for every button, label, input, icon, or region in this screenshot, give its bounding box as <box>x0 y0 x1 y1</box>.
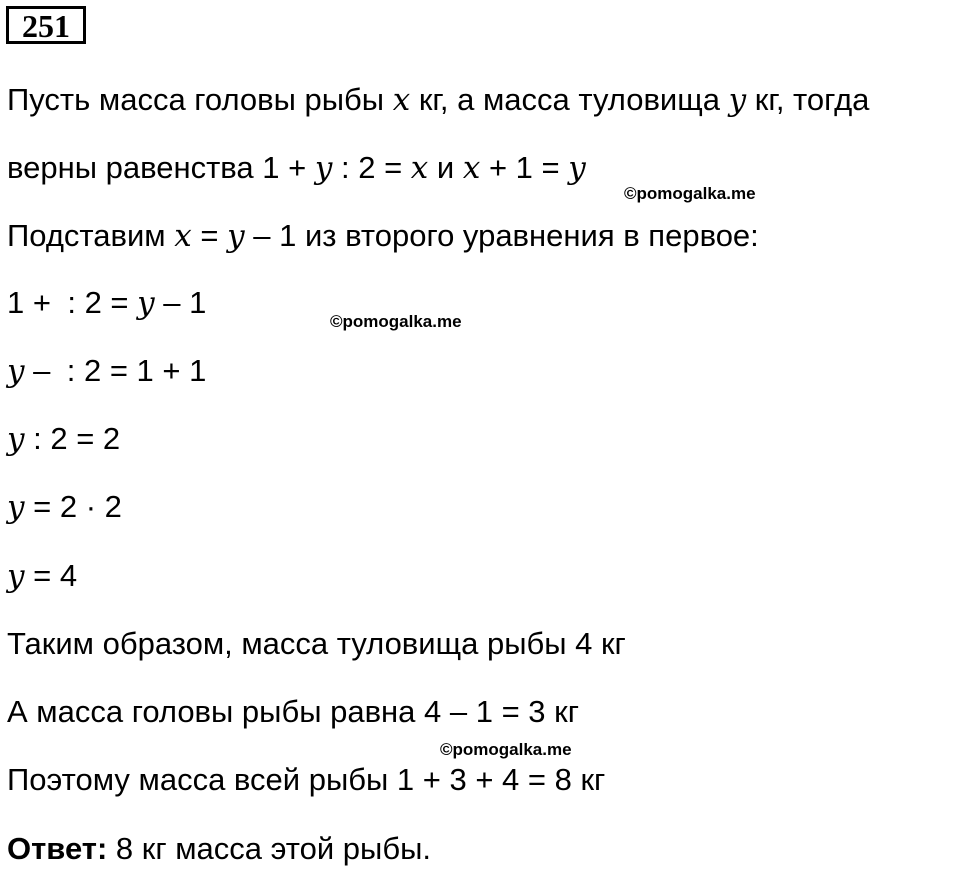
variable-y: y <box>568 150 586 186</box>
task-number-box <box>6 6 86 44</box>
solution-line-8: y = 4 <box>7 558 78 594</box>
variable-y: y <box>7 353 25 389</box>
variable-y: y <box>7 421 25 457</box>
variable-x: x <box>392 82 411 118</box>
solution-line-6: y : 2 = 2 <box>7 421 121 457</box>
answer-label: Ответ: <box>7 831 108 866</box>
solution-line-2: верны равенства 1 + y : 2 = x и x + 1 = y <box>7 150 586 186</box>
solution-line-10: А масса головы рыбы равна 4 – 1 = 3 кг <box>7 694 580 729</box>
answer-line <box>7 831 431 867</box>
variable-y: y <box>227 218 245 254</box>
variable-x: x <box>410 150 429 186</box>
solution-line-5: y – : 2 = 1 + 1 <box>7 353 207 389</box>
solution-line-3: Подставим x = y – 1 из второго уравнения в первое: <box>7 218 759 254</box>
watermark: ©pomogalka.me <box>330 312 462 331</box>
solution-line-1: Пусть масса головы рыбы x кг, а масса туловища y кг, тогда <box>7 82 870 118</box>
watermark: ©pomogalka.me <box>440 740 572 759</box>
solution-line-4: 1 + : 2 = y – 1 <box>7 285 207 321</box>
variable-y: y <box>314 150 333 186</box>
answer-text: 8 кг масса этой рыбы. <box>115 831 431 866</box>
task-number: 251 <box>22 8 70 44</box>
variable-x: x <box>462 150 481 186</box>
variable-x: x <box>174 218 192 254</box>
solution-line-9: Таким образом, масса туловища рыбы 4 кг <box>7 626 626 661</box>
variable-y: y <box>7 489 25 525</box>
variable-y: y <box>7 558 25 594</box>
watermark: ©pomogalka.me <box>624 184 756 203</box>
variable-y: y <box>137 285 155 321</box>
variable-y: y <box>728 82 747 118</box>
solution-line-11: Поэтому масса всей рыбы 1 + 3 + 4 = 8 кг <box>7 762 606 797</box>
solution-line-7: y = 2 · 2 <box>7 489 122 525</box>
